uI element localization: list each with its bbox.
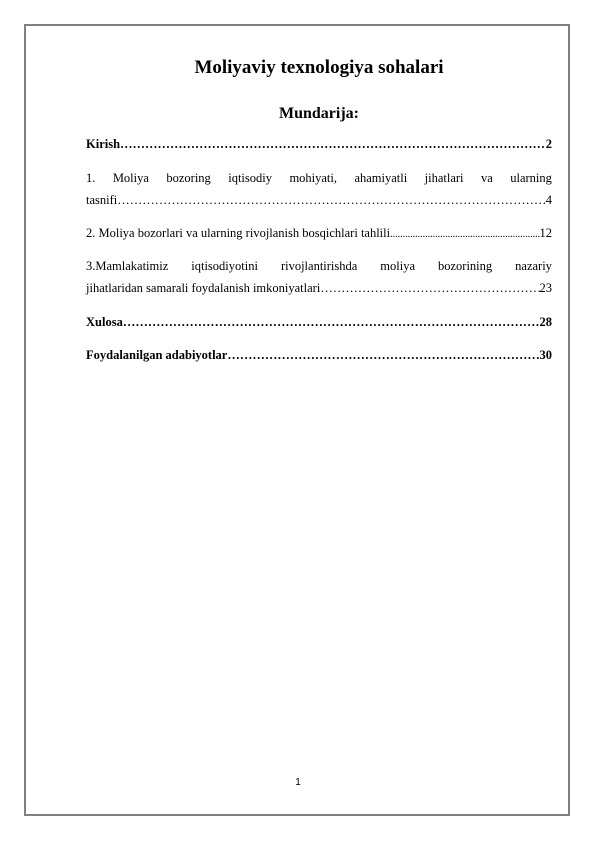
word: iqtisodiy bbox=[228, 171, 272, 185]
word: 1. bbox=[86, 171, 96, 185]
page-number: 1 bbox=[295, 777, 301, 788]
word: jihatlari bbox=[424, 171, 464, 185]
toc-entry-line bbox=[86, 255, 552, 277]
toc-entry-kirish[interactable] bbox=[86, 133, 552, 155]
word: iqtisodiyotini bbox=[191, 259, 258, 273]
word: ularning bbox=[510, 171, 552, 185]
toc-entry-page: 2 bbox=[545, 137, 552, 151]
toc-entry-page: 28 bbox=[539, 315, 552, 329]
toc-entry-page: 4 bbox=[545, 193, 552, 207]
toc-entry-label: jihatlaridan samarali foydalanish imkoniyatlari bbox=[86, 281, 321, 295]
dot-leader bbox=[390, 222, 539, 246]
toc-entry-page: 12 bbox=[539, 226, 552, 240]
toc-entry-3[interactable] bbox=[86, 255, 552, 299]
word: ahamiyatli bbox=[354, 171, 408, 185]
dot-leader bbox=[117, 189, 546, 211]
toc-heading: Mundarija: bbox=[279, 105, 359, 122]
toc-entry-line bbox=[86, 189, 552, 211]
toc-entry-xulosa[interactable] bbox=[86, 311, 552, 333]
toc-entry-label: 2. Moliya bozorlari va ularning rivojlanish bosqichlari tahlili bbox=[86, 226, 391, 240]
toc-entry-line bbox=[86, 167, 552, 189]
document-title: Moliyaviy texnologiya sohalari bbox=[194, 57, 444, 78]
toc-entry-label: Kirish bbox=[86, 137, 121, 151]
toc-entry-2[interactable] bbox=[86, 222, 552, 246]
toc-entry-label: tasnifi bbox=[86, 193, 118, 207]
word: moliya bbox=[380, 259, 416, 273]
toc-entry-page: 30 bbox=[539, 348, 552, 362]
word: bozoring bbox=[166, 171, 211, 185]
toc-entry-adabiyotlar[interactable] bbox=[86, 344, 552, 366]
dot-leader bbox=[320, 277, 539, 299]
toc-entry-label: Xulosa bbox=[86, 315, 123, 329]
word: va bbox=[480, 171, 493, 185]
dot-leader bbox=[227, 344, 539, 366]
word: bozorining bbox=[438, 259, 493, 273]
toc-entry-page: 23 bbox=[539, 281, 552, 295]
word: 3.Mamlakatimiz bbox=[86, 259, 169, 273]
word: Moliya bbox=[112, 171, 149, 185]
word: rivojlantirishda bbox=[280, 259, 358, 273]
toc-entry-label: Foydalanilgan adabiyotlar bbox=[86, 348, 228, 362]
dot-leader bbox=[123, 311, 540, 333]
word: nazariy bbox=[515, 259, 552, 273]
dot-leader bbox=[120, 133, 546, 155]
toc-entry-1[interactable] bbox=[86, 167, 552, 211]
toc-entry-line bbox=[86, 277, 552, 299]
word: mohiyati, bbox=[289, 171, 338, 185]
